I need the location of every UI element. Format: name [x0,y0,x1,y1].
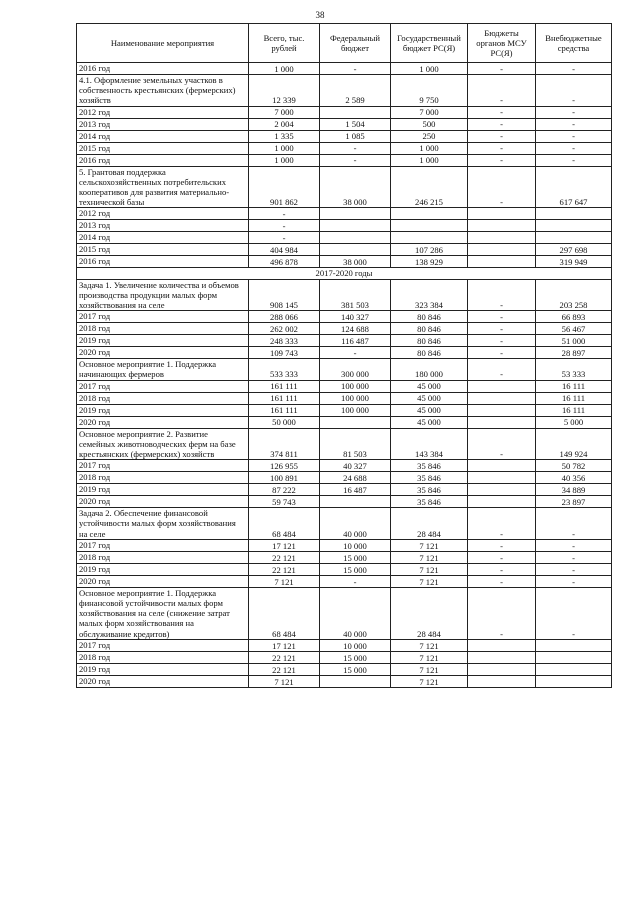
cell-total: 496 878 [249,256,320,268]
table-row [77,539,612,551]
table-row [77,404,612,416]
cell-extra: 40 356 [536,472,612,484]
cell-name: Основное мероприятие 1. Поддержка финансовой устойчивости малых форм хозяйствования на селе (снижение затрат малых форм хозяйствования на обслуживание кредитов) [77,587,249,639]
cell-federal: 40 000 [320,587,391,639]
cell-state: 138 929 [391,256,468,268]
table-row [77,232,612,244]
page-number: 38 [315,10,325,20]
cell-state: 45 000 [391,416,468,428]
table-row [77,220,612,232]
cell-state: 45 000 [391,392,468,404]
header-municipal: Бюджеты органов МСУ РС(Я) [468,24,536,63]
cell-municipal: - [468,587,536,639]
cell-total: 68 484 [249,587,320,639]
cell-total: 161 111 [249,404,320,416]
table-row [77,663,612,675]
cell-federal: 15 000 [320,663,391,675]
cell-state [391,220,468,232]
table-row [77,118,612,130]
cell-total: 12 339 [249,75,320,107]
cell-name: 2013 год [77,220,249,232]
cell-municipal: - [468,508,536,540]
table-row [77,484,612,496]
cell-extra: - [536,142,612,154]
cell-federal: - [320,347,391,359]
table-row [77,416,612,428]
cell-federal: 381 503 [320,279,391,311]
cell-extra: 203 258 [536,279,612,311]
cell-extra: - [536,551,612,563]
cell-state: 7 121 [391,651,468,663]
cell-state: 246 215 [391,166,468,208]
cell-name: 4.1. Оформление земельных участков в собственность крестьянских (фермерских) хозяйств [77,75,249,107]
cell-federal: 15 000 [320,651,391,663]
cell-name: 2012 год [77,208,249,220]
cell-municipal [468,484,536,496]
cell-name: Задача 1. Увеличение количества и объемов производства продукции малых форм хозяйствования на селе [77,279,249,311]
cell-name: 5. Грантовая поддержка сельскохозяйственных потребительских кооперативов для развития материально-технической базы [77,166,249,208]
cell-state: 7 121 [391,575,468,587]
cell-municipal: - [468,63,536,75]
cell-state: 45 000 [391,380,468,392]
cell-municipal: - [468,359,536,380]
cell-municipal [468,380,536,392]
cell-federal [320,220,391,232]
cell-extra: 50 782 [536,460,612,472]
cell-total: 901 862 [249,166,320,208]
cell-name: Основное мероприятие 1. Поддержка начинающих фермеров [77,359,249,380]
cell-extra: - [536,508,612,540]
cell-municipal [468,244,536,256]
cell-municipal [468,404,536,416]
cell-federal: 16 487 [320,484,391,496]
cell-municipal [468,663,536,675]
header-state: Государственный бюджет РС(Я) [391,24,468,63]
cell-total: 7 121 [249,575,320,587]
table-row [77,380,612,392]
table-row [77,154,612,166]
cell-extra: 16 111 [536,392,612,404]
cell-total: 126 955 [249,460,320,472]
cell-federal: 15 000 [320,551,391,563]
cell-state: 7 121 [391,663,468,675]
table-row [77,392,612,404]
cell-state: 7 121 [391,639,468,651]
cell-state: 107 286 [391,244,468,256]
table-row [77,347,612,359]
table-row [77,359,612,380]
table-row [77,130,612,142]
cell-municipal [468,220,536,232]
cell-total: 17 121 [249,539,320,551]
cell-total: 1 000 [249,142,320,154]
cell-federal [320,244,391,256]
table-row [77,311,612,323]
cell-extra: - [536,63,612,75]
cell-extra: 149 924 [536,428,612,460]
cell-state: 1 000 [391,154,468,166]
table-row [77,75,612,107]
cell-name: 2014 год [77,130,249,142]
table-row [77,675,612,687]
cell-state: 35 846 [391,460,468,472]
cell-federal: 100 000 [320,380,391,392]
cell-total: 109 743 [249,347,320,359]
cell-state: 143 384 [391,428,468,460]
cell-total: 2 004 [249,118,320,130]
cell-total: 533 333 [249,359,320,380]
table-row [77,551,612,563]
cell-total: 50 000 [249,416,320,428]
table-row [77,587,612,639]
cell-federal [320,106,391,118]
cell-municipal: - [468,428,536,460]
cell-state: 250 [391,130,468,142]
cell-municipal [468,256,536,268]
cell-extra [536,639,612,651]
cell-municipal [468,208,536,220]
cell-name: 2017 год [77,460,249,472]
cell-name: 2017 год [77,380,249,392]
cell-federal [320,208,391,220]
cell-total: 22 121 [249,651,320,663]
cell-name: Задача 2. Обеспечение финансовой устойчивости малых форм хозяйствования на селе [77,508,249,540]
table-row [77,428,612,460]
cell-municipal: - [468,75,536,107]
cell-total: 22 121 [249,663,320,675]
cell-total: 1 335 [249,130,320,142]
cell-extra: - [536,130,612,142]
table-row [77,472,612,484]
cell-total: 161 111 [249,380,320,392]
cell-federal: 124 688 [320,323,391,335]
cell-state: 7 121 [391,539,468,551]
cell-municipal: - [468,347,536,359]
cell-extra: 5 000 [536,416,612,428]
table-body [77,63,612,688]
cell-extra: 16 111 [536,404,612,416]
table-row [77,651,612,663]
cell-name: 2020 год [77,496,249,508]
cell-total: 374 811 [249,428,320,460]
cell-extra: - [536,106,612,118]
cell-extra [536,675,612,687]
cell-municipal [468,392,536,404]
cell-municipal [468,651,536,663]
table-row [77,106,612,118]
cell-federal [320,232,391,244]
cell-federal: - [320,63,391,75]
cell-state: 7 000 [391,106,468,118]
cell-federal: 81 503 [320,428,391,460]
cell-name: 2018 год [77,551,249,563]
cell-extra: - [536,587,612,639]
cell-federal: 24 688 [320,472,391,484]
cell-name: 2015 год [77,244,249,256]
table-row [77,563,612,575]
table-row [77,639,612,651]
cell-state: 80 846 [391,347,468,359]
cell-municipal [468,496,536,508]
cell-extra: 23 897 [536,496,612,508]
cell-name: Основное мероприятие 2. Развитие семейных животноводческих ферм на базе крестьянских (фермерских) хозяйств [77,428,249,460]
header-name: Наименование мероприятия [77,24,249,63]
cell-extra: 617 647 [536,166,612,208]
cell-federal: 116 487 [320,335,391,347]
cell-municipal: - [468,130,536,142]
cell-state: 35 846 [391,496,468,508]
cell-state: 35 846 [391,484,468,496]
table-row [77,166,612,208]
table-row [77,208,612,220]
cell-total: 262 002 [249,323,320,335]
cell-federal [320,496,391,508]
cell-municipal: - [468,142,536,154]
cell-federal: 10 000 [320,539,391,551]
cell-municipal: - [468,551,536,563]
cell-state [391,232,468,244]
section-title: 2017-2020 годы [77,268,612,279]
cell-state: 28 484 [391,508,468,540]
cell-state: 1 000 [391,142,468,154]
cell-total: 288 066 [249,311,320,323]
cell-municipal [468,472,536,484]
cell-municipal [468,675,536,687]
cell-municipal: - [468,323,536,335]
cell-name: 2018 год [77,323,249,335]
cell-extra [536,232,612,244]
cell-name: 2012 год [77,106,249,118]
cell-state: 80 846 [391,323,468,335]
cell-name: 2016 год [77,63,249,75]
cell-state: 80 846 [391,335,468,347]
cell-federal: - [320,575,391,587]
cell-federal: 2 589 [320,75,391,107]
table-row [77,63,612,75]
cell-total: 22 121 [249,563,320,575]
table-row [77,256,612,268]
cell-extra [536,220,612,232]
budget-table [76,23,612,688]
cell-name: 2016 год [77,256,249,268]
cell-municipal: - [468,539,536,551]
cell-total: 22 121 [249,551,320,563]
header-federal: Федеральный бюджет [320,24,391,63]
cell-name: 2019 год [77,663,249,675]
cell-federal: - [320,142,391,154]
cell-municipal: - [468,154,536,166]
cell-name: 2017 год [77,311,249,323]
cell-municipal [468,460,536,472]
cell-name: 2015 год [77,142,249,154]
cell-name: 2020 год [77,347,249,359]
cell-federal: 100 000 [320,404,391,416]
cell-municipal: - [468,563,536,575]
cell-total: 161 111 [249,392,320,404]
table-row [77,496,612,508]
cell-municipal: - [468,279,536,311]
cell-state: 28 484 [391,587,468,639]
cell-extra: 297 698 [536,244,612,256]
cell-extra: 28 897 [536,347,612,359]
cell-state: 7 121 [391,675,468,687]
cell-state: 1 000 [391,63,468,75]
cell-total: 1 000 [249,63,320,75]
cell-federal: 140 327 [320,311,391,323]
cell-extra: - [536,575,612,587]
header-total: Всего, тыс. рублей [249,24,320,63]
cell-name: 2018 год [77,472,249,484]
table-row [77,279,612,311]
cell-extra: - [536,118,612,130]
cell-total: 68 484 [249,508,320,540]
cell-name: 2018 год [77,651,249,663]
cell-total: - [249,208,320,220]
cell-municipal [468,232,536,244]
cell-total: 7 121 [249,675,320,687]
table-row [77,244,612,256]
cell-extra: 34 889 [536,484,612,496]
cell-municipal: - [468,575,536,587]
cell-state: 9 750 [391,75,468,107]
cell-name: 2019 год [77,404,249,416]
table-row [77,323,612,335]
table-row [77,335,612,347]
cell-name: 2020 год [77,416,249,428]
cell-municipal: - [468,335,536,347]
cell-extra [536,663,612,675]
cell-state: 7 121 [391,563,468,575]
cell-federal: 15 000 [320,563,391,575]
cell-total: 7 000 [249,106,320,118]
cell-total: 17 121 [249,639,320,651]
cell-name: 2014 год [77,232,249,244]
cell-total: 87 222 [249,484,320,496]
cell-extra: - [536,563,612,575]
table-row [77,508,612,540]
cell-total: 100 891 [249,472,320,484]
cell-name: 2017 год [77,639,249,651]
cell-total: 59 743 [249,496,320,508]
cell-federal: 40 000 [320,508,391,540]
cell-state: 180 000 [391,359,468,380]
cell-extra: - [536,75,612,107]
cell-total: 248 333 [249,335,320,347]
cell-federal: 300 000 [320,359,391,380]
section-row [77,268,612,279]
cell-municipal: - [468,106,536,118]
cell-federal: 100 000 [320,392,391,404]
cell-name: 2018 год [77,392,249,404]
cell-name: 2017 год [77,539,249,551]
cell-extra: 53 333 [536,359,612,380]
cell-state: 80 846 [391,311,468,323]
cell-federal: 38 000 [320,256,391,268]
cell-extra: - [536,539,612,551]
cell-federal: 1 085 [320,130,391,142]
cell-state: 35 846 [391,472,468,484]
cell-federal [320,416,391,428]
cell-total: 1 000 [249,154,320,166]
cell-federal [320,675,391,687]
cell-municipal: - [468,311,536,323]
cell-extra [536,208,612,220]
cell-name: 2019 год [77,335,249,347]
cell-total: - [249,232,320,244]
cell-total: - [249,220,320,232]
cell-extra: - [536,154,612,166]
cell-state [391,208,468,220]
cell-municipal [468,639,536,651]
cell-state: 500 [391,118,468,130]
table-row [77,575,612,587]
cell-state: 45 000 [391,404,468,416]
cell-total: 908 145 [249,279,320,311]
cell-name: 2016 год [77,154,249,166]
cell-municipal: - [468,118,536,130]
cell-federal: 38 000 [320,166,391,208]
cell-extra: 56 467 [536,323,612,335]
table-row [77,460,612,472]
cell-name: 2020 год [77,675,249,687]
table-header-row [77,24,612,63]
cell-municipal: - [468,166,536,208]
cell-federal: 1 504 [320,118,391,130]
cell-federal: 40 327 [320,460,391,472]
cell-total: 404 984 [249,244,320,256]
cell-name: 2019 год [77,563,249,575]
cell-extra: 16 111 [536,380,612,392]
cell-extra: 66 893 [536,311,612,323]
cell-extra: 51 000 [536,335,612,347]
cell-name: 2013 год [77,118,249,130]
cell-extra [536,651,612,663]
cell-extra: 319 949 [536,256,612,268]
cell-state: 323 384 [391,279,468,311]
cell-municipal [468,416,536,428]
table-row [77,142,612,154]
header-extra: Внебюджетные средства [536,24,612,63]
cell-name: 2020 год [77,575,249,587]
cell-name: 2019 год [77,484,249,496]
cell-state: 7 121 [391,551,468,563]
cell-federal: - [320,154,391,166]
cell-federal: 10 000 [320,639,391,651]
